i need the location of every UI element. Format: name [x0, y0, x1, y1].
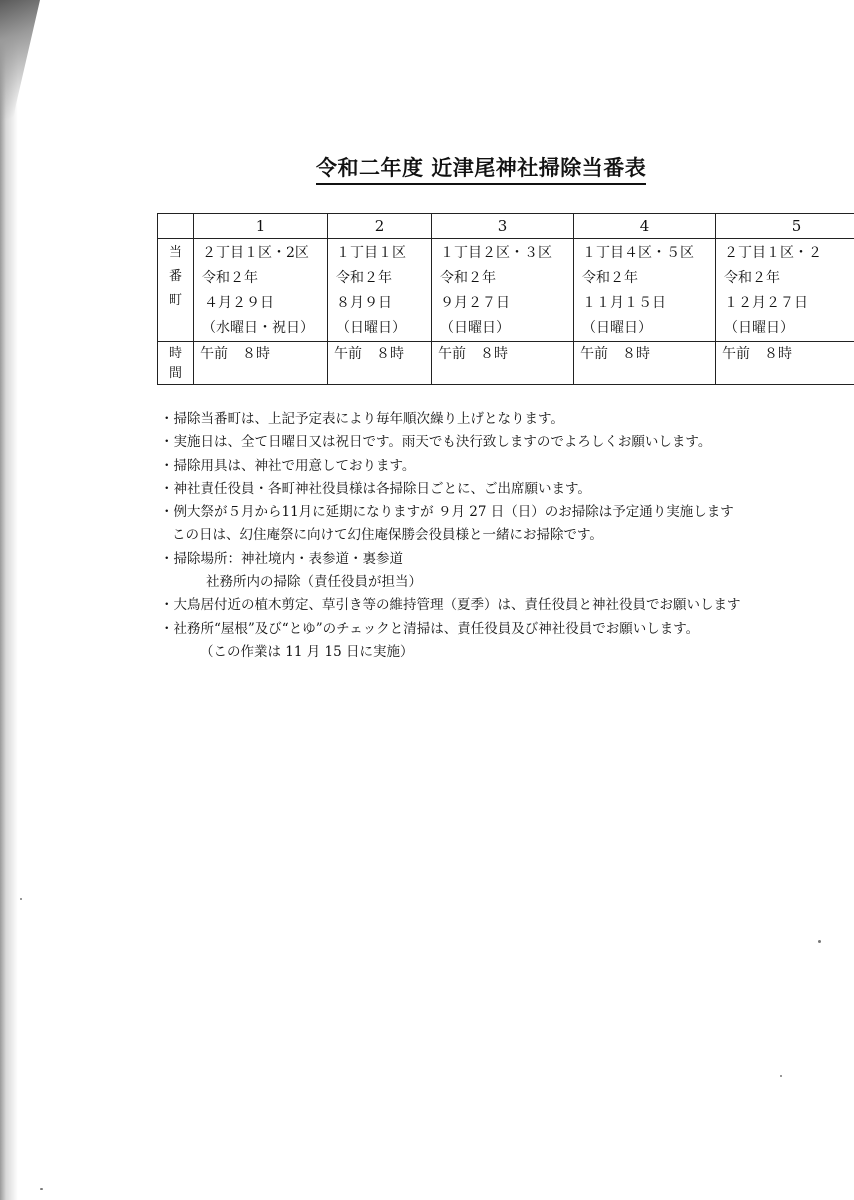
note-line: ・例大祭が５月から11月に延期になりますが ９月 27 日（日）のお掃除は予定通り実施します — [160, 504, 734, 521]
note-line: ・大鳥居付近の植木剪定、草引き等の維持管理（夏季）は、責任役員と神社役員でお願いします — [160, 597, 741, 614]
row-label-char: 時 — [168, 346, 182, 361]
schedule-table — [157, 213, 854, 385]
duty-cell-2 — [328, 239, 432, 342]
row-label-time — [158, 342, 194, 385]
scan-speck — [780, 1075, 782, 1077]
column-number: 3 — [432, 214, 574, 239]
column-number: 2 — [328, 214, 432, 239]
duty-date: ９月２７日 — [440, 295, 510, 311]
column-number: 1 — [194, 214, 328, 239]
duty-day: （日曜日） — [582, 320, 652, 336]
table-row-time — [158, 342, 854, 385]
page-title: 令和二年度 近津尾神社掃除当番表 — [316, 152, 646, 185]
duty-day: （日曜日） — [440, 320, 510, 336]
row-label-char: 町 — [168, 293, 182, 308]
time-cell: 午前 ８時 — [574, 342, 716, 385]
time-cell: 午前 ８時 — [432, 342, 574, 385]
duty-cell-4 — [574, 239, 716, 342]
duty-day: （日曜日） — [724, 320, 794, 336]
duty-year: 令和２年 — [336, 270, 392, 286]
header-corner-cell — [158, 214, 194, 239]
duty-town: １丁目１区 — [336, 245, 406, 261]
row-label-char: 番 — [168, 269, 182, 284]
row-label-char: 間 — [168, 366, 182, 381]
column-number: 4 — [574, 214, 716, 239]
note-line: ・掃除用具は、神社で用意しております。 — [160, 457, 416, 474]
duty-day: （水曜日・祝日） — [202, 320, 314, 336]
duty-date: ８月９日 — [336, 295, 392, 311]
duty-date: ４月２９日 — [204, 295, 274, 311]
row-label-char: 当 — [168, 245, 182, 260]
scan-speck — [818, 940, 821, 943]
note-line: ・社務所“屋根”及び“とゆ”のチェックと清掃は、責任役員及び神社役員でお願いします。 — [160, 620, 700, 637]
duty-cell-5 — [716, 239, 854, 342]
table-row-town — [158, 239, 854, 342]
duty-cell-3 — [432, 239, 574, 342]
scan-speck — [20, 898, 22, 900]
note-line: この日は、幻住庵祭に向けて幻住庵保勝会役員様と一緒にお掃除です。 — [172, 527, 603, 544]
table-header-row — [158, 214, 854, 239]
duty-town: １丁目４区・５区 — [582, 245, 694, 261]
duty-cell-1 — [194, 239, 328, 342]
duty-year: 令和２年 — [440, 270, 496, 286]
note-line: 社務所内の掃除（責任役員が担当） — [206, 574, 422, 591]
row-label-town — [158, 239, 194, 342]
duty-town: １丁目２区・３区 — [440, 245, 552, 261]
scan-edge-shadow — [0, 0, 18, 1200]
note-line: ・掃除当番町は、上記予定表により毎年順次繰り上げとなります。 — [160, 411, 564, 427]
scan-speck — [40, 1188, 43, 1190]
note-line: ・掃除場所：神社境内・表参道・裏参道 — [160, 550, 403, 567]
schedule-table-container — [157, 213, 854, 385]
duty-year: 令和２年 — [202, 270, 258, 286]
note-line: （この作業は 11 月 15 日に実施） — [200, 643, 414, 660]
time-cell: 午前 ８時 — [328, 342, 432, 385]
time-cell: 午前 ８時 — [716, 342, 854, 385]
column-number: 5 — [716, 214, 854, 239]
time-cell: 午前 ８時 — [194, 342, 328, 385]
duty-date: １２月２７日 — [724, 295, 808, 311]
notes-list — [160, 408, 854, 664]
duty-year: 令和２年 — [724, 270, 780, 286]
note-line: ・実施日は、全て日曜日又は祝日です。雨天でも決行致しますのでよろしくお願いします。 — [160, 434, 712, 451]
duty-town: ２丁目１区・２ — [724, 245, 822, 261]
duty-date: １１月１５日 — [582, 295, 666, 311]
note-line: ・神社責任役員・各町神社役員様は各掃除日ごとに、ご出席願います。 — [160, 480, 591, 497]
duty-town: ２丁目１区・2区 — [202, 245, 309, 261]
duty-year: 令和２年 — [582, 270, 638, 286]
duty-day: （日曜日） — [336, 320, 406, 336]
